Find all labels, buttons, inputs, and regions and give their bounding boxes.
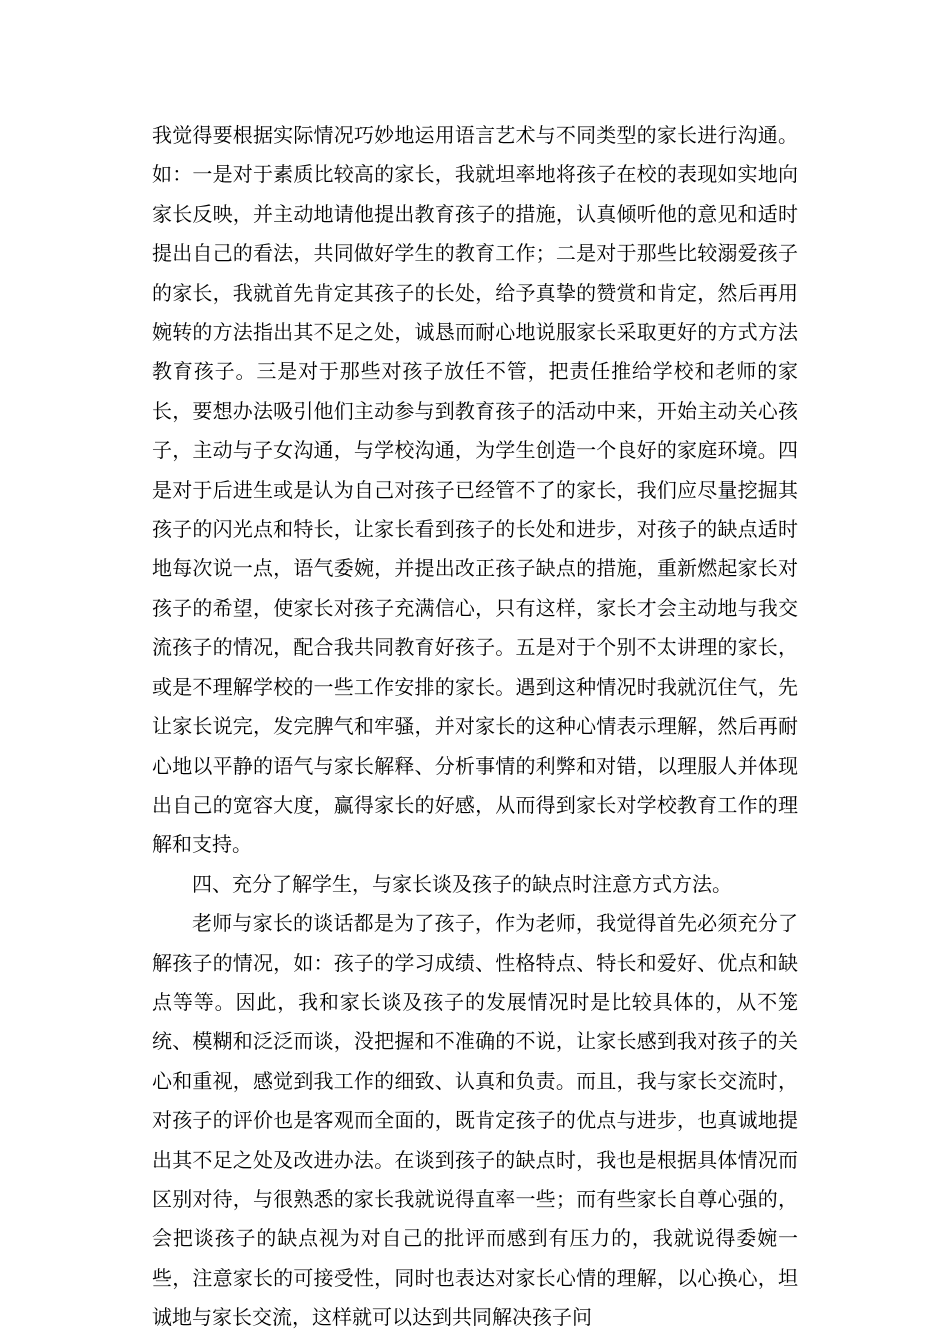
paragraph-communication-strategies: 我觉得要根据实际情况巧妙地运用语言艺术与不同类型的家长进行沟通。如：一是对于素质比较高的家长，我就坦率地将孩子在校的表现如实地向家长反映，并主动地请他提出教育孩子的措施，认真倾听他的意见和适时提出自己的看法，共同做好学生的教育工作；二是对于那些比较溺爱孩子的家长，我就首先肯定其孩子的长处，给予真挚的赞赏和肯定，然后再用婉转的方法指出其不足之处，诚恳而耐心地说服家长采取更好的方式方法教育孩子。三是对于那些对孩子放任不管，把责任推给学校和老师的家长，要想办法吸引他们主动参与到教育孩子的活动中来，开始主动关心孩子，主动与子女沟通，与学校沟通，为学生创造一个良好的家庭环境。四是对于后进生或是认为自己对孩子已经管不了的家长，我们应尽量挖掘其孩子的闪光点和特长，让家长看到孩子的长处和进步，对孩子的缺点适时地每次说一点，语气委婉，并提出改正孩子缺点的措施，重新燃起家长对孩子的希望，使家长对孩子充满信心，只有这样，家长才会主动地与我交流孩子的情况，配合我共同教育好孩子。五是对于个别不太讲理的家长，或是不理解学校的一些工作安排的家长。遇到这种情况时我就沉住气，先让家长说完，发完脾气和牢骚，并对家长的这种心情表示理解，然后再耐心地以平静的语气与家长解释、分析事情的利弊和对错，以理服人并体现出自己的宽容大度，赢得家长的好感，从而得到家长对学校教育工作的理解和支持。 xyxy=(152,123,798,857)
paragraph-section-four-heading: 四、充分了解学生，与家长谈及孩子的缺点时注意方式方法。 xyxy=(192,871,732,896)
body-text xyxy=(152,116,798,1338)
paragraph-understand-students: 老师与家长的谈话都是为了孩子，作为老师，我觉得首先必须充分了解孩子的情况，如：孩子的学习成绩、性格特点、特长和爱好、优点和缺点等等。因此，我和家长谈及孩子的发展情况时是比较具体的，从不笼统、模糊和泛泛而谈，没把握和不准确的不说，让家长感到我对孩子的关心和重视，感觉到我工作的细致、认真和负责。而且，我与家长交流时，对孩子的评价也是客观而全面的，既肯定孩子的优点与进步，也真诚地提出其不足之处及改进办法。在谈到孩子的缺点时，我也是根据具体情况而区别对待，与很熟悉的家长我就说得直率一些；而有些家长自尊心强的，会把谈孩子的缺点视为对自己的批评而感到有压力的，我就说得委婉一些，注意家长的可接受性，同时也表达对家长心情的理解，以心换心，坦诚地与家长交流，这样就可以达到共同解决孩子问 xyxy=(152,911,798,1330)
